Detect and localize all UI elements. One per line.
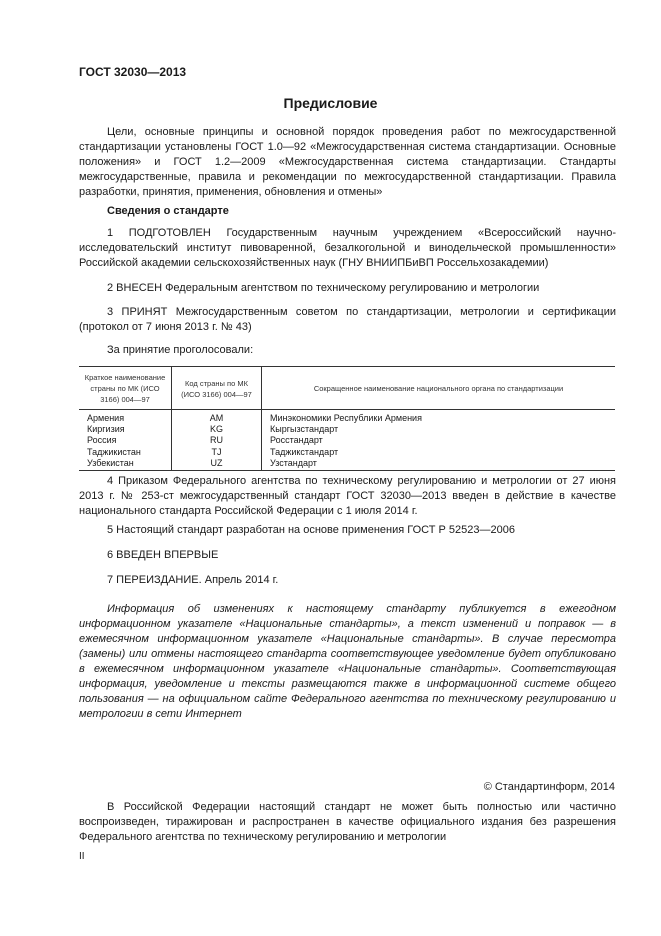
amendments-notice: Информация об изменениях к настоящему стандарту публикуется в ежегодном информационном указателе «Национальные стандарты», а текст изменений и поправок — в ежемесячном информационном указателе «Национальные стандарты». В случае пересмотра (замены) или отмены настоящего стандарта соответствующее уведомление будет опубликовано в ежемесячном информационном указателе «Национальные стандарты». Соответствующая информация, уведомление и тексты размещаются также в информационной системе общего пользования — на официальном сайте Федерального агентства по техническому регулированию и метрологии в сети Интернет xyxy=(79,603,616,720)
country-cell: Россия xyxy=(87,435,117,446)
voted-label: За принятие проголосовали: xyxy=(107,344,254,356)
country-cell: Киргизия xyxy=(87,424,125,435)
code-cell: KG xyxy=(172,424,262,435)
country-cell: Таджикистан xyxy=(87,446,141,457)
table-row xyxy=(79,458,615,471)
item-6: 6 ВВЕДЕН ВПЕРВЫЕ xyxy=(107,549,219,561)
copyright-line: © Стандартинформ, 2014 xyxy=(483,781,615,793)
intro-paragraph: Цели, основные принципы и основной порядок проведения работ по межгосударственной стандартизации установлены ГОСТ 1.0—92 «Межгосударственная система стандартизации. Основные положения» и ГОСТ 1.2—2009 «Межгосударственная система стандартизации. Стандарты межгосударственные, правила и рекомендации по межгосударственной стандартизации. Правила разработки, принятия, применения, обновления и отмены» xyxy=(79,126,616,198)
body-cell: Кыргызстандарт xyxy=(262,424,616,435)
voting-table xyxy=(79,366,615,471)
document-id: ГОСТ 32030—2013 xyxy=(79,65,187,79)
item-7: 7 ПЕРЕИЗДАНИЕ. Апрель 2014 г. xyxy=(107,574,279,586)
table-header-row xyxy=(79,367,615,410)
item-2: 2 ВНЕСЕН Федеральным агентством по техническому регулированию и метрологии xyxy=(107,282,540,294)
body-cell: Узстандарт xyxy=(262,458,616,471)
country-cell: Армения xyxy=(87,413,125,423)
page-number: II xyxy=(79,851,85,862)
table-row xyxy=(79,447,615,458)
body-cell: Росстандарт xyxy=(262,435,616,446)
code-cell: AM xyxy=(172,410,262,425)
table-row xyxy=(79,424,615,435)
table-row xyxy=(79,410,615,425)
item-4: 4 Приказом Федерального агентства по техническому регулированию и метрологии от 27 июня 2013 г. № 253-ст межгосударственный стандарт ГОСТ 32030—2013 введен в действие в качестве национального стандарта Российской Федерации с 1 июля 2014 г. xyxy=(79,475,616,517)
table-row xyxy=(79,435,615,446)
code-cell: UZ xyxy=(172,458,262,471)
header-body: Сокращенное наименование национального органа по стандартизации xyxy=(262,367,616,410)
country-cell: Узбекистан xyxy=(87,457,134,468)
item-3: 3 ПРИНЯТ Межгосударственным советом по стандартизации, метрологии и сертификации (протокол от 7 июня 2013 г. № 43) xyxy=(79,306,616,333)
standard-info-heading: Сведения о стандарте xyxy=(107,205,229,217)
code-cell: TJ xyxy=(172,447,262,458)
page-title: Предисловие xyxy=(283,95,378,111)
body-cell: Таджикстандарт xyxy=(262,447,616,458)
item-5: 5 Настоящий стандарт разработан на основе применения ГОСТ Р 52523—2006 xyxy=(107,524,515,536)
code-cell: RU xyxy=(172,435,262,446)
legal-notice: В Российской Федерации настоящий стандарт не может быть полностью или частично воспроизведен, тиражирован и распространен в качестве официального издания без разрешения Федерального агентства по техническому регулированию и метрологии xyxy=(79,801,616,843)
body-cell: Минэкономики Республики Армения xyxy=(262,410,616,425)
header-country: Краткое наименование страны по МК (ИСО 3166) 004—97 xyxy=(79,367,172,410)
item-1: 1 ПОДГОТОВЛЕН Государственным научным учреждением «Всероссийский научно-исследовательский институт пивоваренной, безалкогольной и винодельческой промышленности» Российской академии сельскохозяйственных наук (ГНУ ВНИИПБиВП Россельхозакадемии) xyxy=(79,227,616,269)
header-code: Код страны по МК (ИСО 3166) 004—97 xyxy=(172,367,262,410)
